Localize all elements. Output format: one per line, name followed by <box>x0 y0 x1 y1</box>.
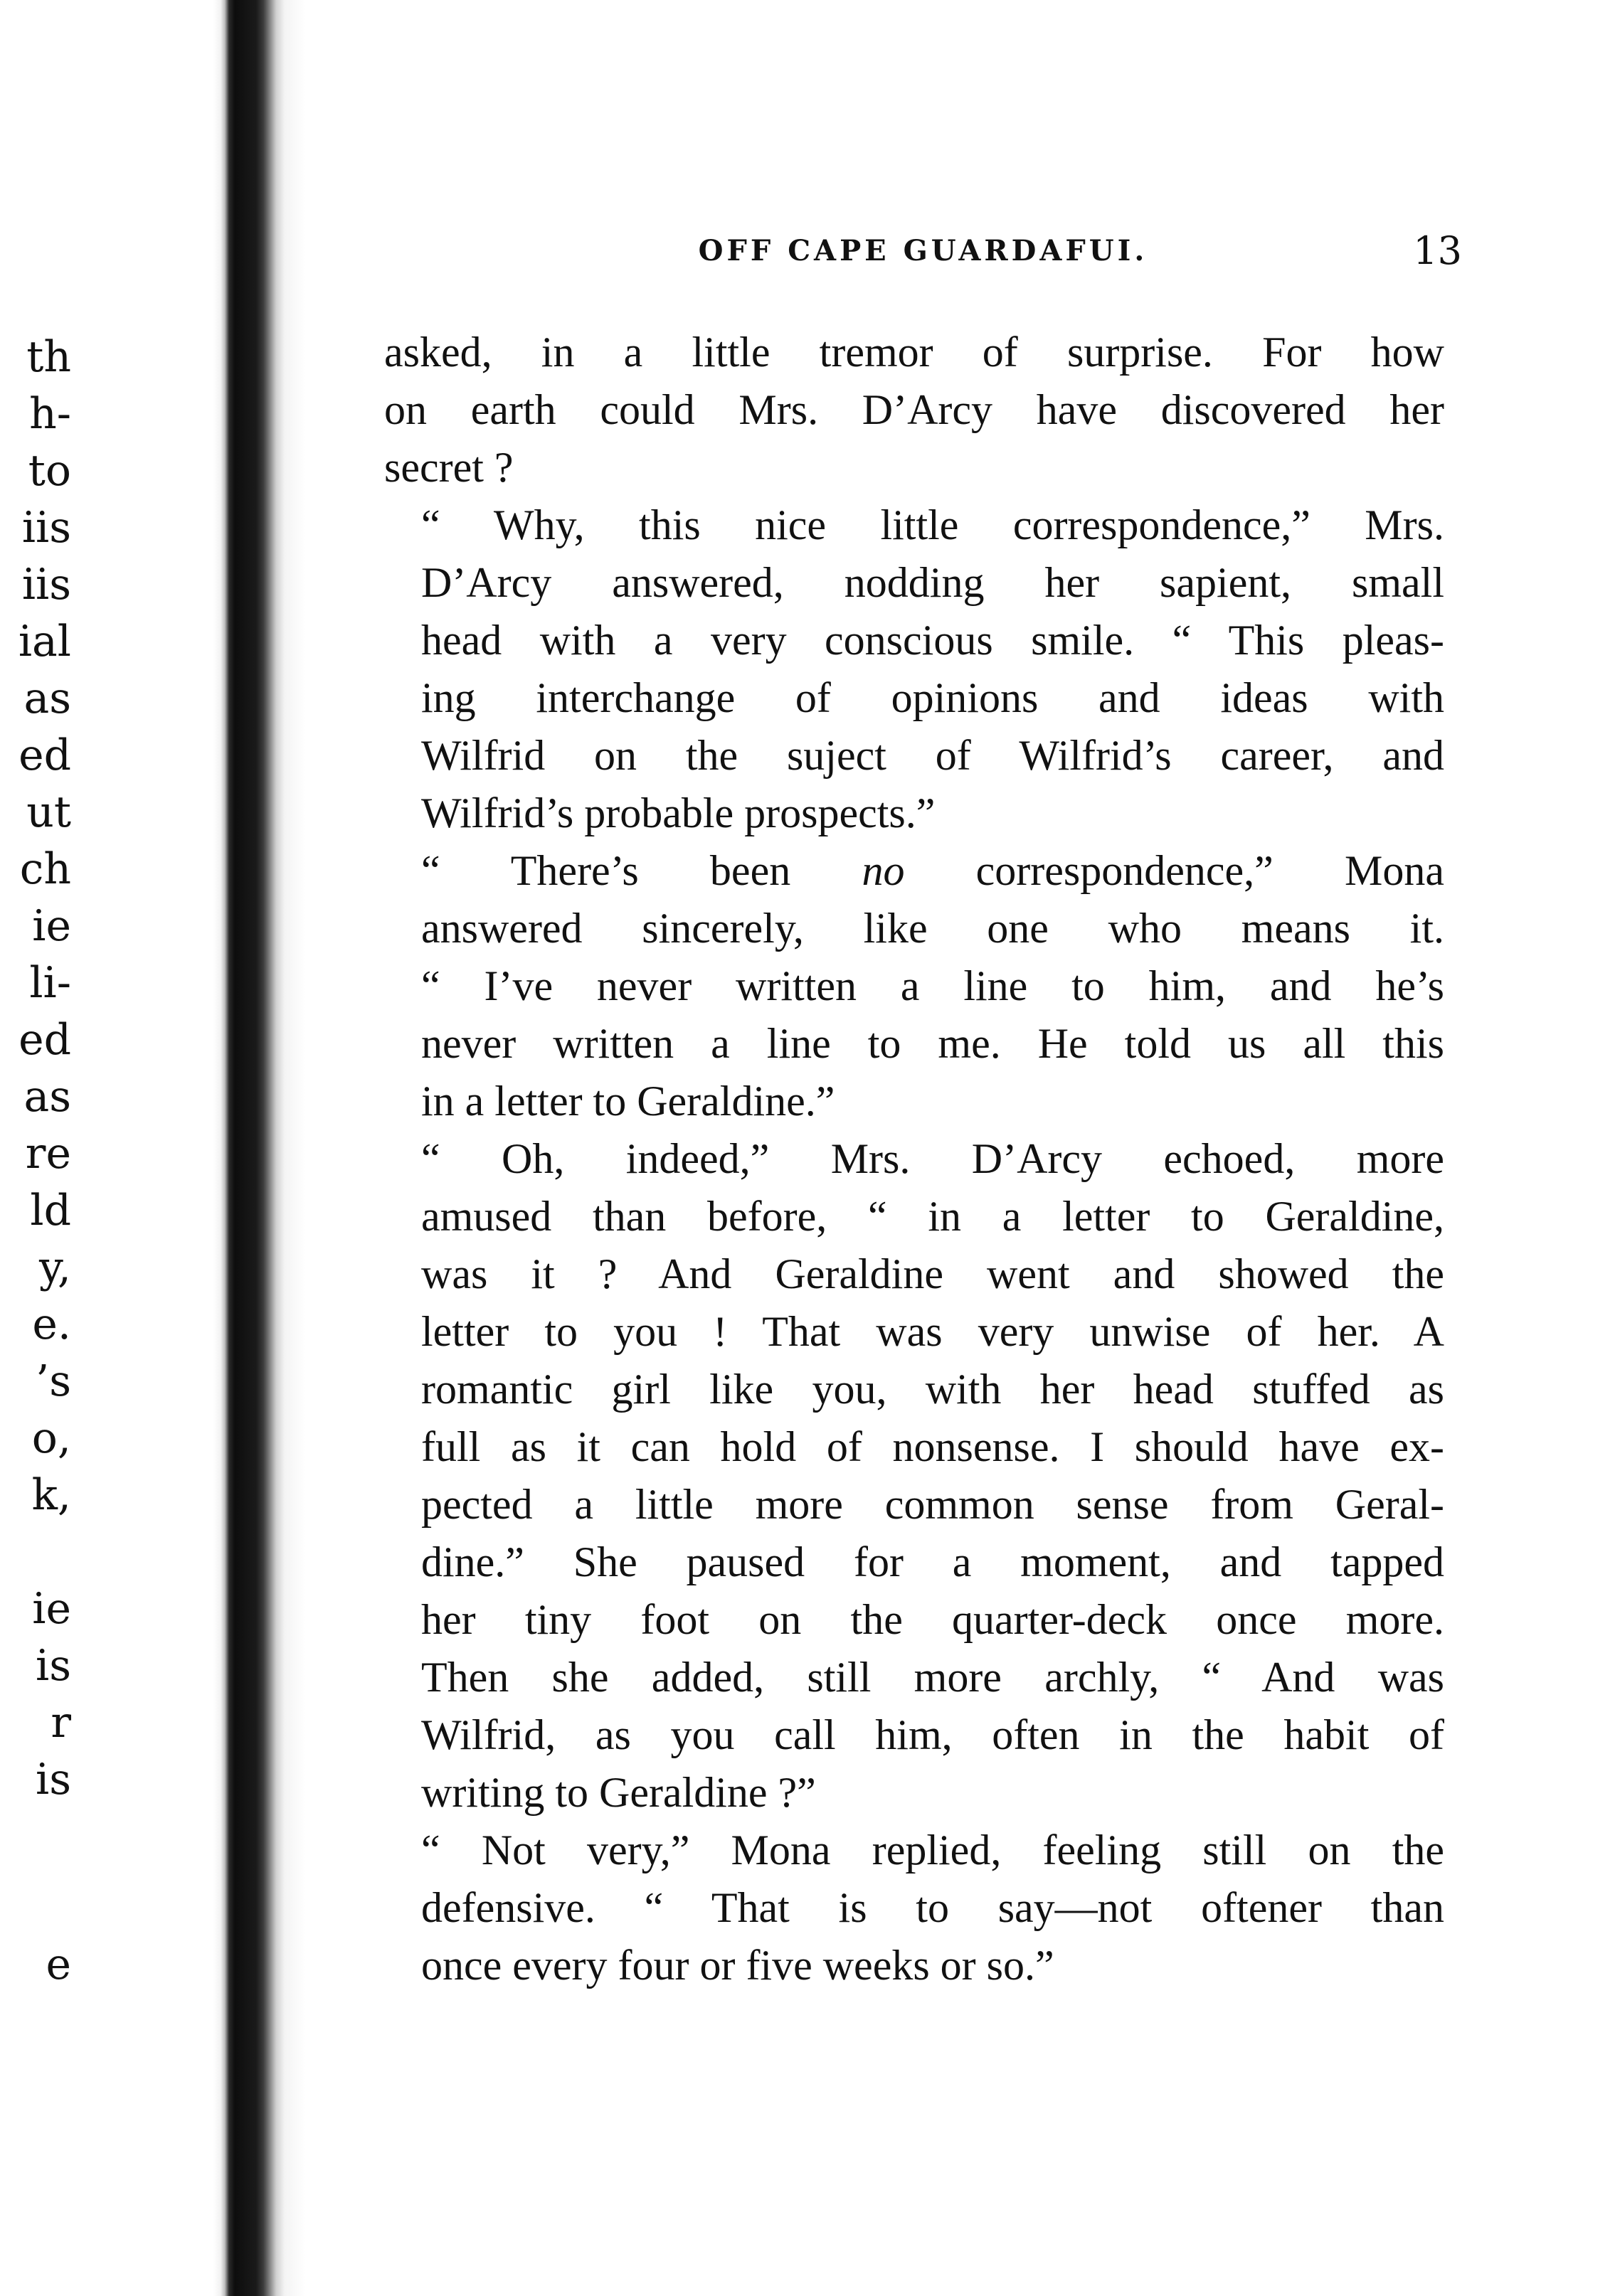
text-line: asked, in a little tremor of surprise. For how <box>384 329 1444 376</box>
left-page-fragment: ut <box>26 787 71 837</box>
left-page-fragment: li- <box>29 958 71 1008</box>
text-line: Then she added, still more archly, “ And was <box>421 1654 1444 1701</box>
left-page-fragment: ie <box>32 901 71 951</box>
text-line: “ Not very,” Mona replied, feeling still on the <box>421 1827 1444 1874</box>
text-line: defensive. “ That is to say—not oftener than <box>421 1884 1444 1931</box>
left-page-fragment: e. <box>32 1300 71 1349</box>
book-binding-gutter <box>213 0 306 2296</box>
emphasized-word: no <box>862 847 905 894</box>
left-page-fragment: ed <box>18 1015 71 1065</box>
left-facing-page <box>0 0 213 2296</box>
text-line: secret ? <box>384 444 514 491</box>
book-page <box>306 0 1615 2296</box>
paragraph <box>384 324 1444 496</box>
left-page-fragment: ’s <box>36 1356 71 1406</box>
text-line: amused than before, “ in a letter to Geraldine, <box>421 1193 1444 1240</box>
left-page-fragment: to <box>28 446 71 496</box>
text-line: dine.” She paused for a moment, and tapped <box>421 1538 1444 1585</box>
text-line: head with a very conscious smile. “ This pleas- <box>421 617 1444 664</box>
paragraph <box>384 496 1444 842</box>
left-page-fragment: ial <box>18 617 71 666</box>
text-line: “ Why, this nice little correspondence,” Mrs. <box>421 501 1444 548</box>
text-line: Wilfrid, as you call him, often in the habit of <box>421 1711 1444 1758</box>
text-line: letter to you ! That was very unwise of her. A <box>421 1308 1444 1355</box>
left-page-fragment: o, <box>31 1413 71 1463</box>
left-page-fragment: ie <box>32 1584 71 1634</box>
left-page-fragment: re <box>25 1129 71 1179</box>
text-line: once every four or five weeks or so.” <box>421 1942 1054 1989</box>
left-page-fragment: iis <box>21 503 71 553</box>
left-page-fragment: is <box>36 1755 71 1805</box>
text-line: romantic girl like you, with her head stuffed as <box>421 1366 1444 1413</box>
left-page-fragment: r <box>51 1698 71 1748</box>
text-line: writing to Geraldine ?” <box>421 1769 816 1816</box>
left-page-fragment: is <box>36 1641 71 1691</box>
left-page-fragment: as <box>23 1072 71 1122</box>
text-line: “ I’ve never written a line to him, and he’s <box>421 962 1444 1009</box>
left-page-fragment: ch <box>19 844 71 894</box>
left-page-fragment: e <box>46 1940 71 1989</box>
running-header <box>384 226 1462 276</box>
text-segment: “ There’s been <box>421 847 862 894</box>
left-page-fragment: y, <box>39 1243 71 1292</box>
left-page-fragment: ed <box>18 730 71 780</box>
text-line <box>384 842 1444 900</box>
paragraph <box>384 842 1444 1130</box>
text-line: full as it can hold of nonsense. I should have ex- <box>421 1423 1444 1470</box>
text-segment: correspondence,” Mona <box>904 847 1444 894</box>
left-page-fragment: h- <box>29 389 71 439</box>
paragraph <box>384 1822 1444 1994</box>
text-line: never written a line to me. He told us all this <box>421 1020 1444 1067</box>
running-title: OFF CAPE GUARDAFUI. <box>698 234 1148 267</box>
page-number: 13 <box>1413 228 1462 273</box>
left-page-fragment: ld <box>30 1186 71 1235</box>
paragraph <box>384 1130 1444 1822</box>
left-page-fragment: th <box>26 332 71 382</box>
left-page-fragment: iis <box>21 560 71 610</box>
text-line: “ Oh, indeed,” Mrs. D’Arcy echoed, more <box>421 1135 1444 1182</box>
body-text <box>384 324 1444 1994</box>
text-line: her tiny foot on the quarter-deck once more. <box>421 1596 1444 1643</box>
text-line: was it ? And Geraldine went and showed the <box>421 1250 1444 1297</box>
left-page-fragment: as <box>23 674 71 723</box>
text-line: pected a little more common sense from Geral- <box>421 1481 1444 1528</box>
text-line: on earth could Mrs. D’Arcy have discovered her <box>384 386 1444 433</box>
left-page-fragment: k, <box>31 1470 71 1520</box>
text-line: answered sincerely, like one who means it. <box>421 905 1444 952</box>
text-line: Wilfrid on the suject of Wilfrid’s career, and <box>421 732 1444 779</box>
text-line: in a letter to Geraldine.” <box>421 1078 835 1125</box>
text-line: ing interchange of opinions and ideas with <box>421 674 1444 721</box>
text-line: D’Arcy answered, nodding her sapient, small <box>421 559 1444 606</box>
text-line: Wilfrid’s probable prospects.” <box>421 790 936 836</box>
